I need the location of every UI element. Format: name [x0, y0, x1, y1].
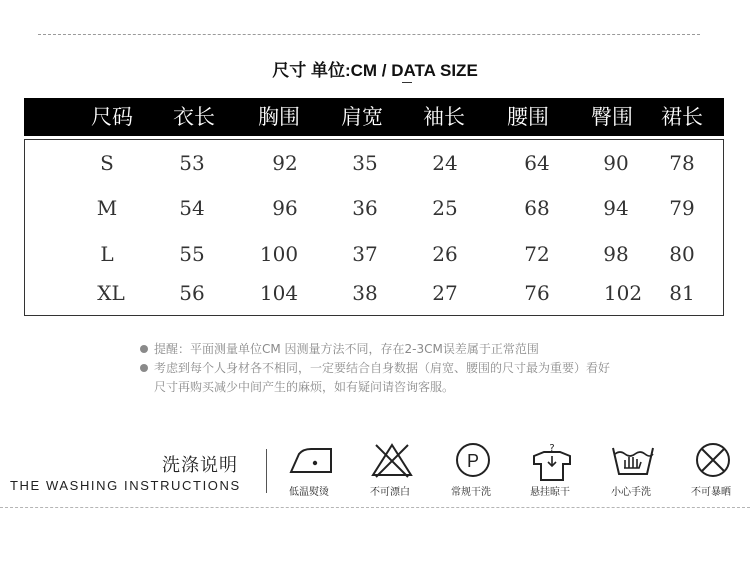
table-cell: 92: [272, 151, 298, 175]
washing-title-en: THE WASHING INSTRUCTIONS: [10, 478, 241, 493]
hang-dry-icon: [530, 442, 574, 482]
size-table-body: [24, 139, 724, 316]
bullet-dot-icon: [140, 364, 148, 372]
note-text: 提醒：平面测量单位CM 因测量方法不同，存在2-3CM误差属于正常范围: [154, 342, 539, 356]
bullet-dot-icon: [140, 345, 148, 353]
svg-text:?: ?: [549, 443, 555, 454]
care-label: 不可漂白: [370, 487, 410, 498]
table-cell: 24: [432, 151, 458, 175]
table-row: [25, 193, 723, 223]
table-cell: 76: [524, 281, 550, 305]
table-cell: 90: [603, 151, 629, 175]
table-cell: 102: [603, 281, 643, 305]
no-bleach-icon: [370, 442, 414, 478]
care-item-bleach: [350, 440, 430, 500]
table-cell: 79: [669, 196, 695, 220]
table-cell: 96: [272, 196, 298, 220]
table-cell: 38: [352, 281, 378, 305]
table-cell: 54: [179, 196, 205, 220]
header-cell-size: 尺码: [91, 105, 133, 129]
page-title: 尺寸 单位:CM / DATA SIZE: [272, 61, 478, 80]
table-row: [25, 239, 723, 269]
table-cell: 80: [669, 242, 695, 266]
table-row: [25, 148, 723, 178]
table-cell: 72: [524, 242, 550, 266]
header-cell-length: 衣长: [173, 105, 215, 129]
no-tumble-dry-icon: [691, 442, 735, 478]
header-cell-shoulder: 肩宽: [341, 105, 383, 129]
table-cell: 100: [259, 242, 299, 266]
table-cell: 104: [259, 281, 299, 305]
care-item-hang-dry: [510, 440, 590, 500]
care-item-iron: [269, 440, 349, 500]
size-table-header: [24, 98, 724, 136]
dry-clean-p-icon: [451, 442, 495, 478]
table-cell: 81: [669, 281, 695, 305]
table-cell: S: [100, 151, 114, 175]
care-label: 小心手洗: [611, 487, 651, 498]
care-item-no-sun: [671, 440, 750, 500]
table-cell: 98: [603, 242, 629, 266]
table-cell: 36: [352, 196, 378, 220]
table-cell: 94: [603, 196, 629, 220]
care-item-dry-clean: [431, 440, 511, 500]
iron-low-temp-icon: [289, 442, 333, 478]
header-cell-bust: 胸围: [258, 105, 300, 129]
measurement-notes: [140, 340, 620, 397]
bottom-dashed-divider: [0, 507, 750, 508]
title-underline-mark: [402, 82, 412, 83]
note-text: 考虑到每个人身材各不相同，一定要结合自身数据（肩宽、腰围的尺寸最为重要）看好尺寸再购买减少中间产生的麻烦，如有疑问请咨询客服。: [154, 361, 611, 394]
table-cell: 26: [432, 242, 458, 266]
svg-text:P: P: [466, 451, 480, 471]
note-item: [140, 340, 620, 359]
table-cell: 64: [524, 151, 550, 175]
table-cell: 55: [179, 242, 205, 266]
header-cell-hip: 臀围: [591, 105, 633, 129]
table-cell: 37: [352, 242, 378, 266]
table-cell: 25: [432, 196, 458, 220]
care-label: 悬挂晾干: [530, 487, 570, 498]
header-cell-sleeve: 袖长: [423, 105, 465, 129]
care-label: 低温熨烫: [289, 487, 329, 498]
table-cell: 27: [432, 281, 458, 305]
header-cell-skirt-length: 裙长: [661, 105, 703, 129]
table-cell: 56: [179, 281, 205, 305]
table-cell: M: [96, 196, 118, 220]
table-cell: 35: [352, 151, 378, 175]
care-item-hand-wash: [591, 440, 671, 500]
header-cell-waist: 腰围: [507, 105, 549, 129]
table-row: [25, 278, 723, 308]
table-cell: 78: [669, 151, 695, 175]
care-label: 常规干洗: [451, 487, 491, 498]
care-label: 不可暴晒: [691, 487, 731, 498]
top-dashed-divider: [38, 34, 700, 35]
table-cell: 53: [179, 151, 205, 175]
washing-title-cn: 洗涤说明: [162, 455, 238, 476]
table-cell: L: [100, 242, 114, 266]
vertical-divider: [266, 449, 267, 493]
hand-wash-icon: [611, 442, 655, 478]
table-cell: 68: [524, 196, 550, 220]
note-item: [140, 359, 620, 397]
table-cell: XL: [97, 281, 125, 305]
